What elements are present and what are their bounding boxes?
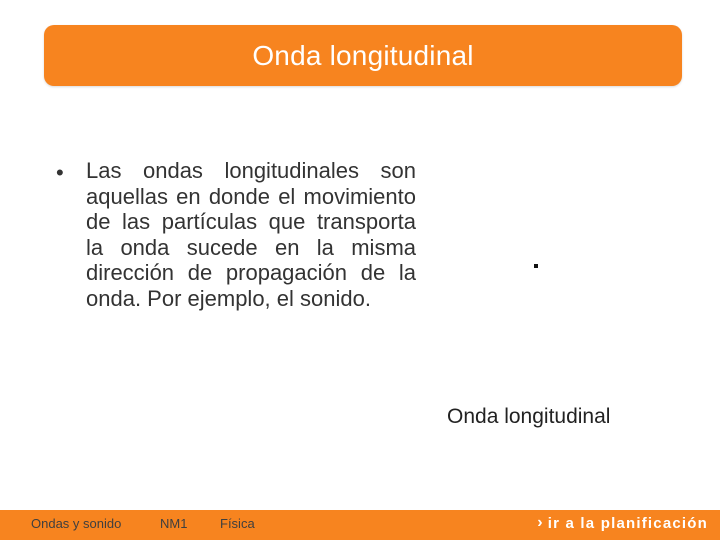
footer-level: NM1 xyxy=(160,516,188,531)
bullet-icon: • xyxy=(56,160,64,185)
bullet-text: Las ondas longitudinales son aquellas en donde el movimiento de las partículas que transporta la onda sucede en la misma dirección de propagación de la onda. Por ejemplo, el sonido. xyxy=(86,158,416,311)
planning-link[interactable] xyxy=(537,514,708,532)
image-placeholder xyxy=(534,264,538,268)
chevron-right-icon: › xyxy=(537,514,544,531)
image-caption: Onda longitudinal xyxy=(447,405,611,428)
footer-subject: Física xyxy=(220,516,255,531)
bullet-block xyxy=(56,158,416,311)
footer-bar xyxy=(0,510,720,540)
planning-link-label: ir a la planificación xyxy=(547,514,708,532)
slide-title: Onda longitudinal xyxy=(252,39,474,71)
footer-course: Ondas y sonido xyxy=(31,516,122,531)
title-bar xyxy=(44,25,682,86)
